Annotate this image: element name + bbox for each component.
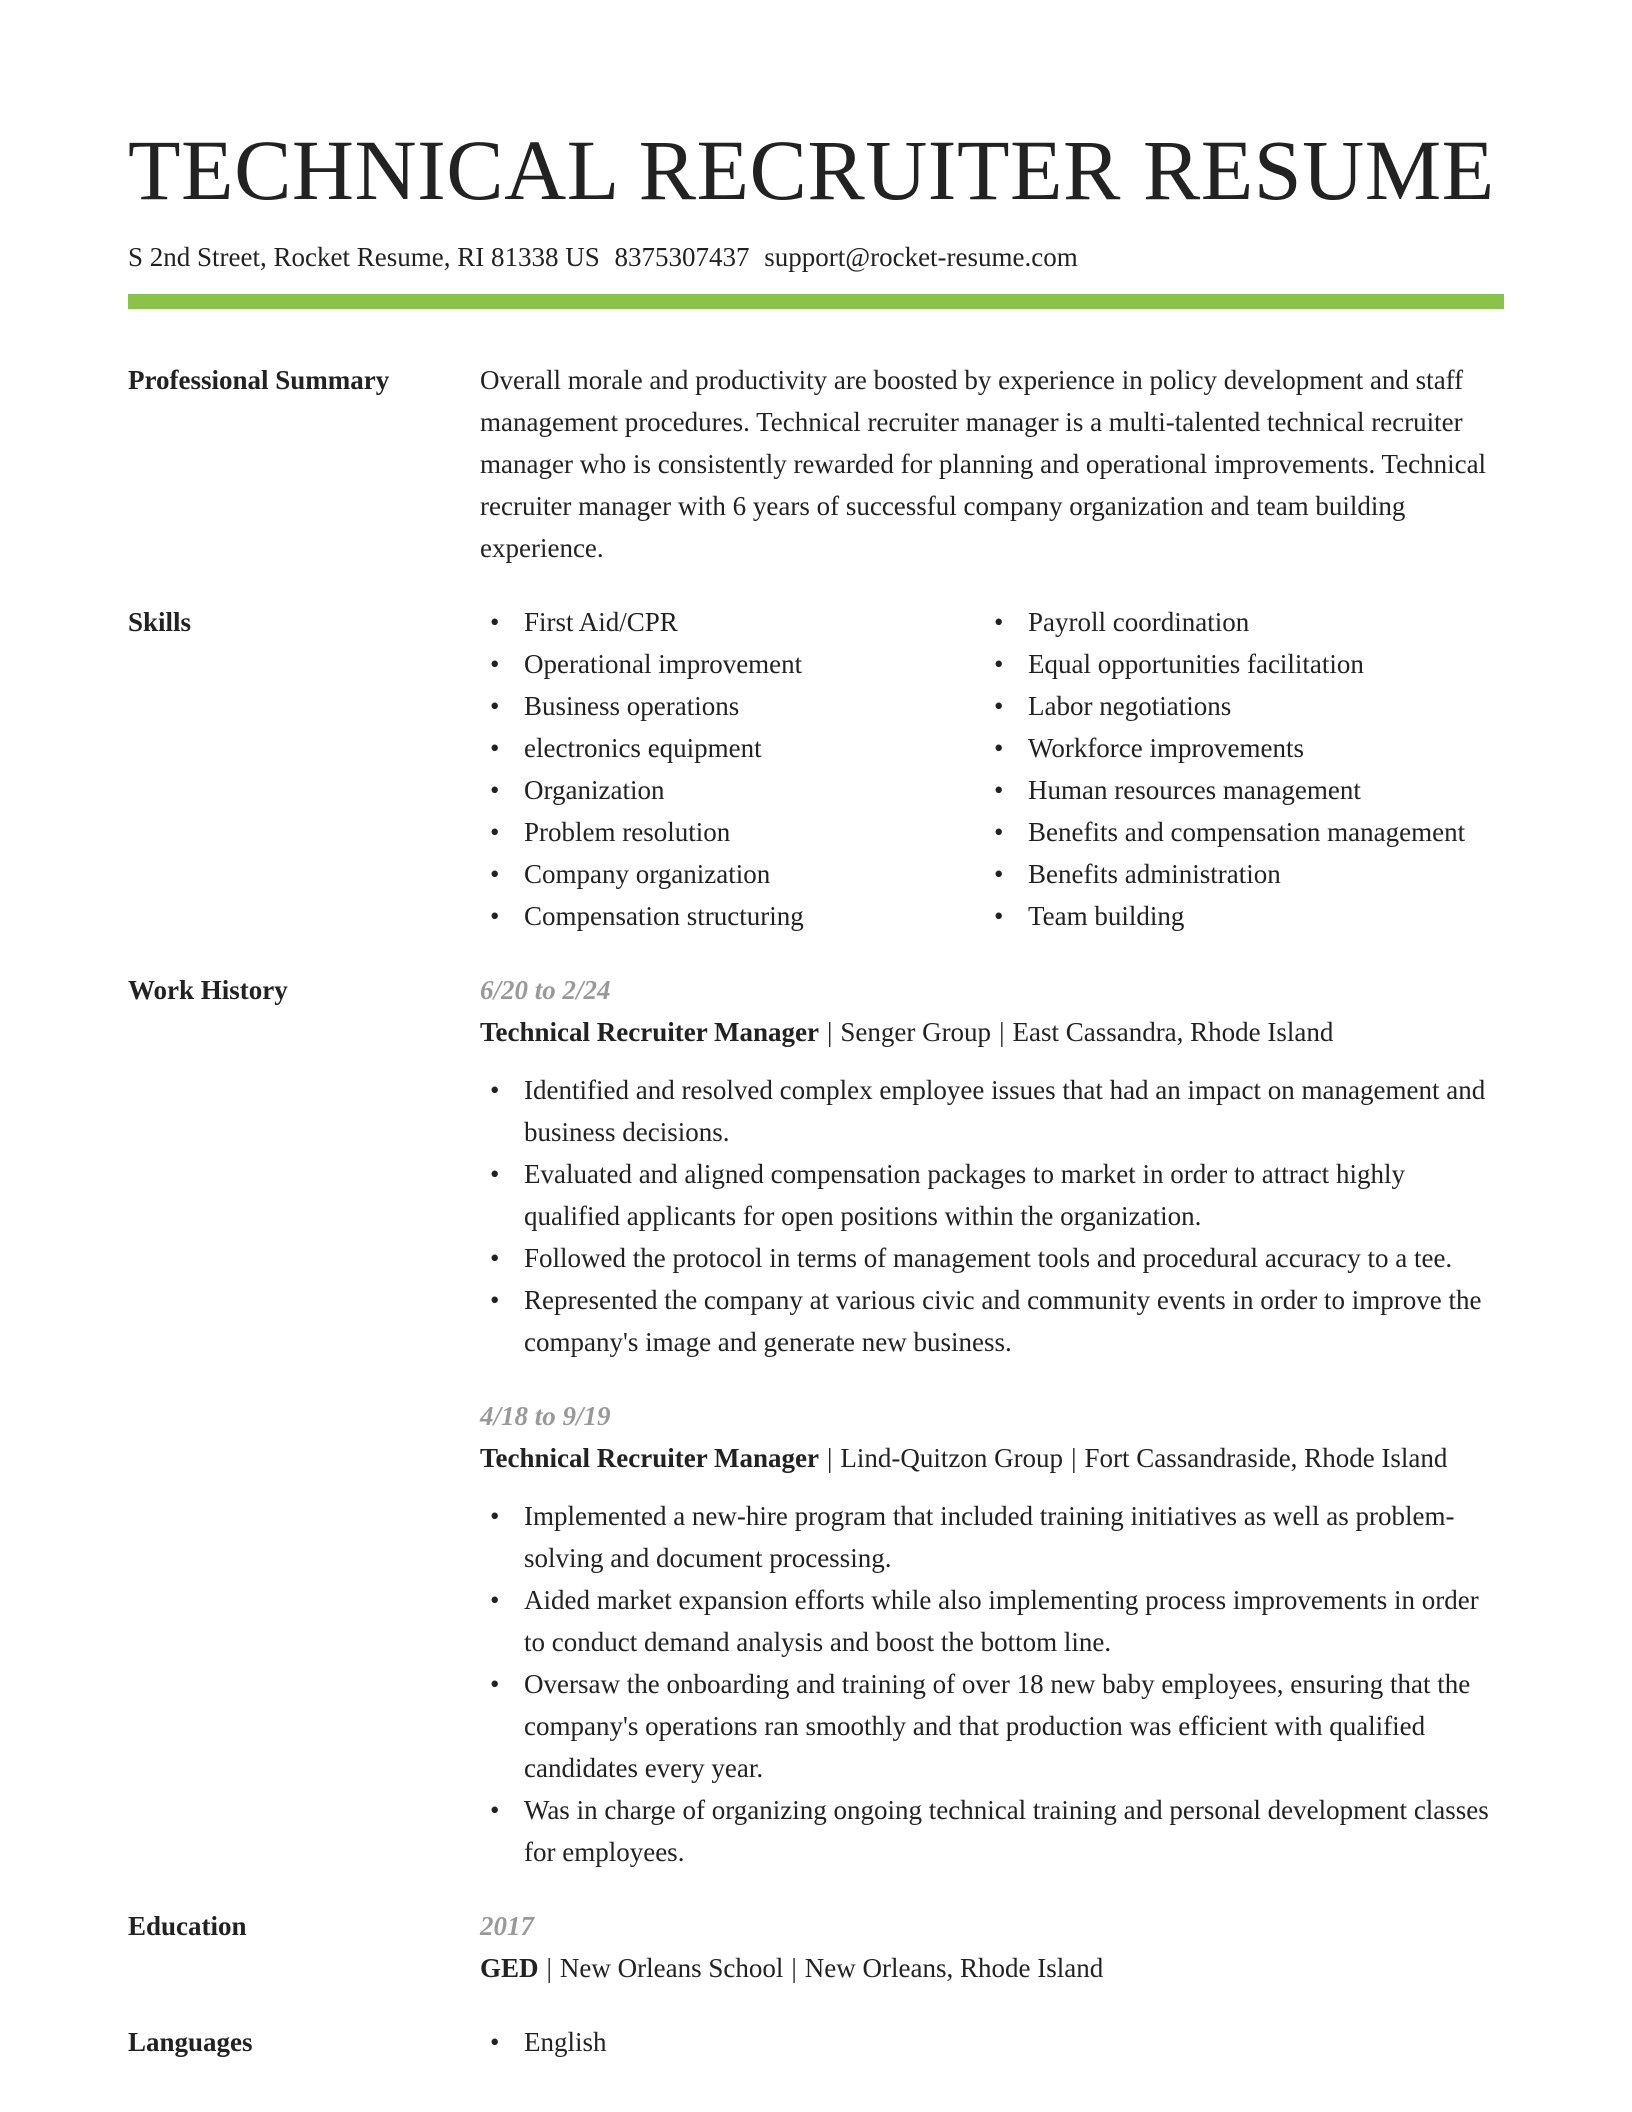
language-item: • English <box>480 2021 1504 2063</box>
skill-item: • Operational improvement <box>480 643 984 685</box>
job-bullet: • Identified and resolved complex employee issues that had an impact on management and business decisions. <box>480 1069 1504 1153</box>
contact-line <box>128 240 1504 274</box>
section-heading-education: Education <box>128 1911 247 1941</box>
section-heading-summary: Professional Summary <box>128 365 390 395</box>
job-bullet: • Represented the company at various civic and community events in order to improve the company's image and generate new business. <box>480 1279 1504 1363</box>
job-bullets <box>480 1069 1504 1363</box>
resume-title: TECHNICAL RECRUITER RESUME <box>128 122 1495 218</box>
job-bullet: • Was in charge of organizing ongoing technical training and personal development classes for employees. <box>480 1789 1504 1873</box>
job-company: Senger Group <box>840 1017 992 1047</box>
skill-item: • First Aid/CPR <box>480 601 984 643</box>
education-section <box>128 1905 1504 1989</box>
skill-item: • Problem resolution <box>480 811 984 853</box>
job-header: Technical Recruiter Manager | Senger Group | East Cassandra, Rhode Island <box>480 1017 1334 1047</box>
skill-item: • Company organization <box>480 853 984 895</box>
job-entry <box>480 1395 1504 1873</box>
skill-item: • Workforce improvements <box>984 727 1504 769</box>
job-header: Technical Recruiter Manager | Lind-Quitzon Group | Fort Cassandraside, Rhode Island <box>480 1443 1448 1473</box>
skill-item: • Business operations <box>480 685 984 727</box>
education-degree: GED <box>480 1953 539 1983</box>
languages-section <box>128 2021 1504 2063</box>
job-dates: 4/18 to 9/19 <box>480 1401 611 1431</box>
job-location: East Cassandra, Rhode Island <box>1012 1017 1334 1047</box>
skill-item: • Organization <box>480 769 984 811</box>
work-history-section <box>128 969 1504 1873</box>
skill-item: • Human resources management <box>984 769 1504 811</box>
contact-phone: 8375307437 <box>614 242 750 272</box>
section-heading-languages: Languages <box>128 2027 253 2057</box>
skill-item: • electronics equipment <box>480 727 984 769</box>
skill-item: • Benefits and compensation management <box>984 811 1504 853</box>
skill-item: • Team building <box>984 895 1504 937</box>
section-heading-skills: Skills <box>128 607 192 637</box>
job-entry <box>480 969 1504 1363</box>
summary-text: Overall morale and productivity are boosted by experience in policy development and staff management procedures. Technical recruiter manager is a multi-talented technical recruiter manager who is consistently rewarded for planning and operational improvements. Technical recruiter manager with 6 years of successful company organization and team building experience. <box>480 365 1487 563</box>
education-date: 2017 <box>480 1911 534 1941</box>
languages-list <box>480 2021 1504 2063</box>
job-location: Fort Cassandraside, Rhode Island <box>1084 1443 1448 1473</box>
skill-item: • Labor negotiations <box>984 685 1504 727</box>
skill-item: • Benefits administration <box>984 853 1504 895</box>
skill-item: • Compensation structuring <box>480 895 984 937</box>
education-location: New Orleans, Rhode Island <box>804 1953 1104 1983</box>
skills-section <box>128 601 1504 937</box>
section-heading-work-history: Work History <box>128 975 288 1005</box>
accent-divider <box>128 294 1504 309</box>
education-school: New Orleans School <box>559 1953 784 1983</box>
summary-section <box>128 359 1504 569</box>
job-bullet: • Aided market expansion efforts while also implementing process improvements in order to conduct demand analysis and boost the bottom line. <box>480 1579 1504 1663</box>
job-title: Technical Recruiter Manager <box>480 1017 819 1047</box>
skill-item: • Equal opportunities facilitation <box>984 643 1504 685</box>
job-company: Lind-Quitzon Group <box>840 1443 1064 1473</box>
contact-email: support@rocket-resume.com <box>764 242 1078 272</box>
job-dates: 6/20 to 2/24 <box>480 975 611 1005</box>
job-bullet: • Oversaw the onboarding and training of over 18 new baby employees, ensuring that the company's operations ran smoothly and that production was efficient with qualified candidates every year. <box>480 1663 1504 1789</box>
job-bullet: • Followed the protocol in terms of management tools and procedural accuracy to a tee. <box>480 1237 1504 1279</box>
job-bullet: • Implemented a new-hire program that included training initiatives as well as problem-solving and document processing. <box>480 1495 1504 1579</box>
skills-list-left <box>480 601 984 937</box>
job-bullets <box>480 1495 1504 1873</box>
resume-page <box>128 0 1504 2063</box>
contact-address: S 2nd Street, Rocket Resume, RI 81338 US <box>128 242 600 272</box>
education-header: GED | New Orleans School | New Orleans, Rhode Island <box>480 1953 1104 1983</box>
job-title: Technical Recruiter Manager <box>480 1443 819 1473</box>
job-bullet: • Evaluated and aligned compensation packages to market in order to attract highly qualified applicants for open positions within the organization. <box>480 1153 1504 1237</box>
skills-list-right <box>984 601 1504 937</box>
skill-item: • Payroll coordination <box>984 601 1504 643</box>
